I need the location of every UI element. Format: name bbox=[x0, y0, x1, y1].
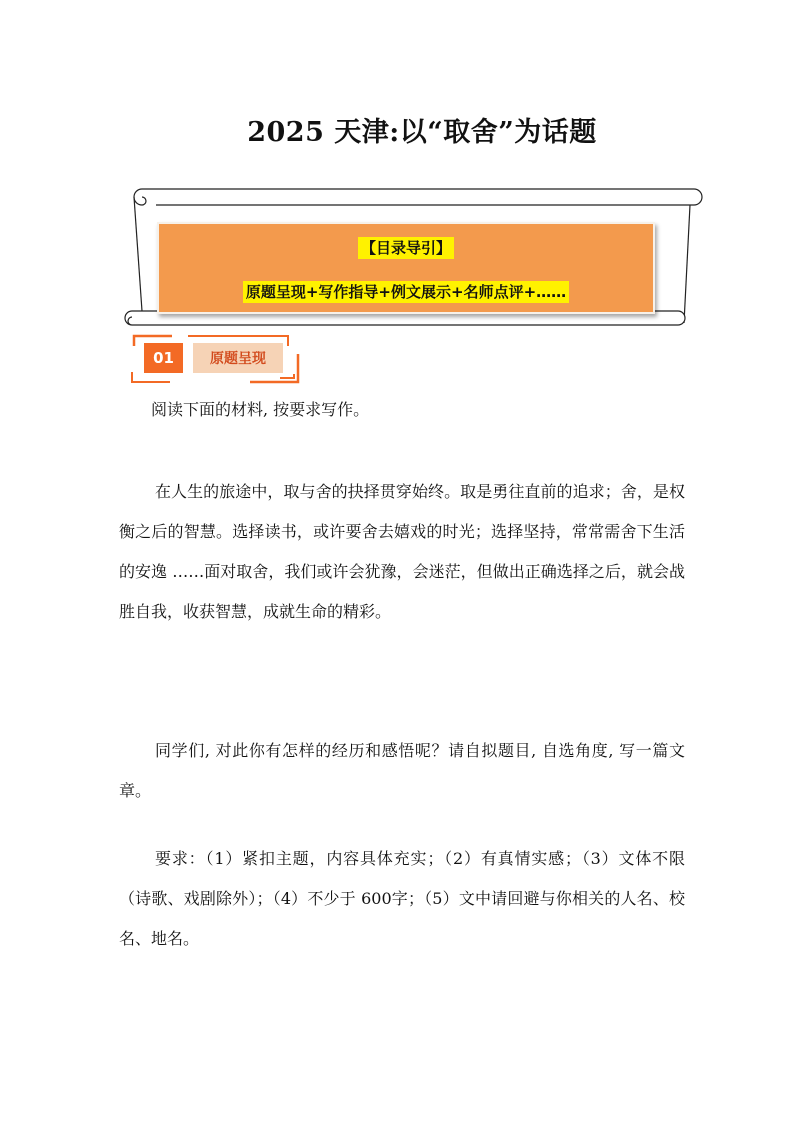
instruction-paragraph: 阅读下面的材料, 按要求写作。 bbox=[151, 400, 370, 419]
toc-banner bbox=[157, 222, 655, 314]
toc-heading: 【目录导引】 bbox=[159, 237, 653, 258]
requirements-paragraph: 要求：（1）紧扣主题，内容具体充实；（2）有真情实感；（3）文体不限（诗歌、戏剧除外）；（4）不少于 600字；（5）文中请回避与你相关的人名、校名、地名。 bbox=[119, 849, 685, 948]
document-title: 2025 天津:以“取舍”为话题 bbox=[247, 117, 597, 148]
material-paragraph: 在人生的旅途中，取与舍的抉择贯穿始终。取是勇往直前的追求；舍，是权衡之后的智慧。选择读书，或许要舍去嬉戏的时光；选择坚持，常常需舍下生活的安逸 ……面对取舍，我们或许会犹豫，会迷茫，但做出正确选择之后，就会战胜自我，收获智慧，成就生命的精彩。 bbox=[119, 482, 685, 621]
section-number: 01 bbox=[144, 343, 183, 373]
toc-contents: 原题呈现+写作指导+例文展示+名师点评+…… bbox=[159, 281, 653, 302]
section-label: 原题呈现 bbox=[193, 343, 283, 373]
prompt-paragraph: 同学们, 对此你有怎样的经历和感悟呢？请自拟题目, 自选角度, 写一篇文章。 bbox=[119, 741, 685, 800]
